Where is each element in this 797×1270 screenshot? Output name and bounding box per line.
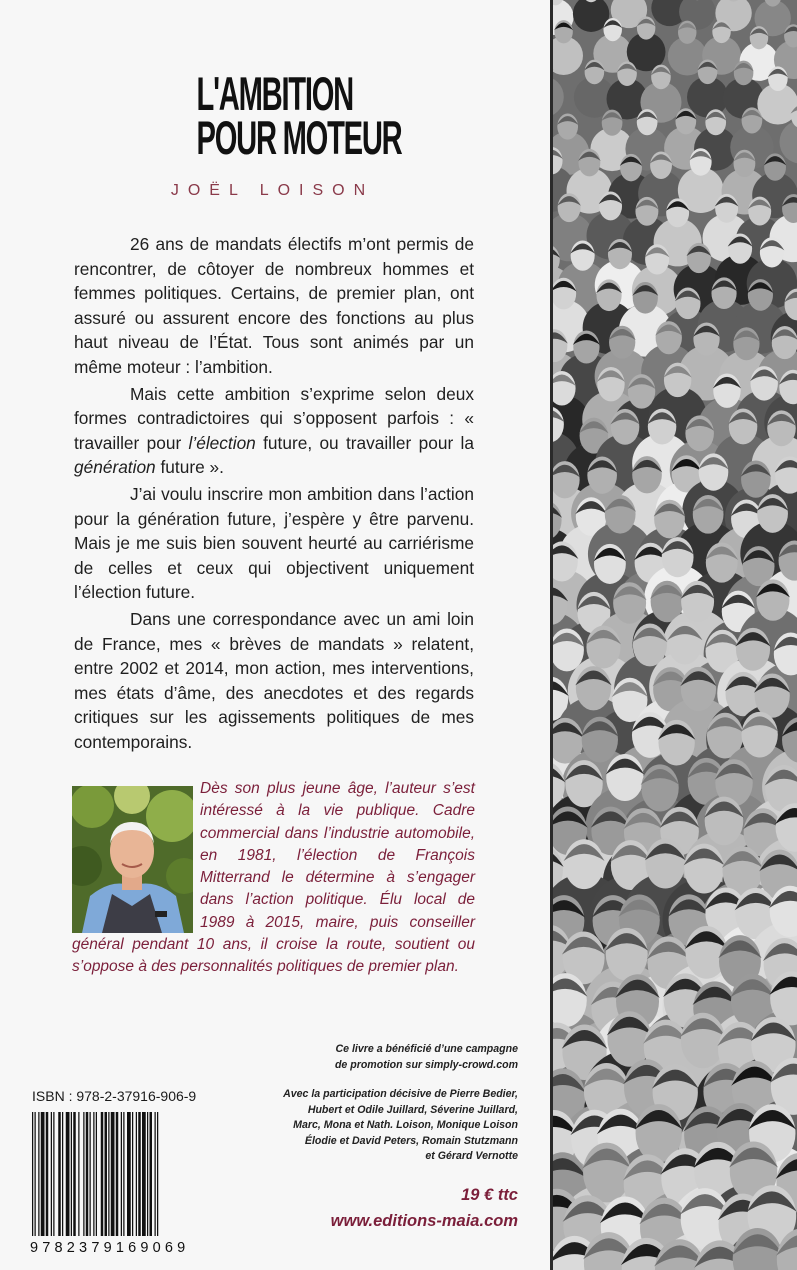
price-label: 19 € ttc	[461, 1186, 518, 1204]
synopsis-paragraph: Mais cette ambition s’exprime selon deux formes contradictoires qui s’opposent parfois : « travailler pour l’élection future, ou travailler pour la génération future ».	[74, 383, 474, 478]
thanks-line: Élodie et David Peters, Romain Stutzmann	[304, 1134, 518, 1147]
promo-line: Ce livre a bénéficié d’une campagne	[335, 1043, 518, 1055]
thanks-line: Marc, Mona et Nath. Loison, Monique Loison	[293, 1119, 518, 1131]
book-title	[196, 67, 402, 164]
barcode	[30, 1112, 200, 1242]
barcode-digits: 9782379169069	[30, 1240, 190, 1256]
promo-note	[280, 1042, 518, 1073]
acknowledgements	[266, 1087, 518, 1165]
synopsis-paragraph: J’ai voulu inscrire mon ambition dans l’action pour la génération future, j’espère y être parvenu. Mais je me suis bien souvent heurté au carriérisme de celles et ceux qui objectivent uniquement l’élection future.	[74, 483, 474, 603]
synopsis-paragraph: Dans une correspondance avec un ami loin de France, mes « brèves de mandats » relatent, entre 2002 et 2014, mon action, mes interventions, mes états d’âme, des anecdotes et des regards critiques sur les agissements politiques de mes contemporains.	[74, 608, 474, 752]
author-portrait	[72, 786, 193, 933]
title-line-2: POUR MOTEUR	[196, 111, 402, 164]
synopsis-text	[74, 232, 474, 756]
thanks-line: et Gérard Vernotte	[425, 1150, 518, 1162]
author-name: JOËL LOISON	[170, 182, 375, 199]
title-line-1: L'AMBITION	[196, 67, 353, 120]
bio-text: Dès son plus jeune âge, l’auteur s’est intéressé à la vie publique. Cadre commercial dans l’industrie automobile, en 1981, l’élection de François Mitterrand le détermine à s’engager dans l’action politique. Élu local de 1989 à 2015, maire, puis conseiller général pendant 10 ans, il croise la route, soutient ou s’oppose à des personnalités politiques de premier plan.	[72, 780, 475, 976]
publisher-website[interactable]: www.editions-maia.com	[330, 1212, 518, 1230]
synopsis-paragraph: 26 ans de mandats électifs m’ont permis de rencontrer, de côtoyer de nombreux hommes et femmes politiques. Certains, de premier plan, ont assuré ou assurent encore des fonctions au plus haut niveau de l’État. Tous sont animés par un même moteur : l’ambition.	[74, 234, 474, 377]
thanks-line: Avec la participation décisive de Pierre Bedier,	[283, 1088, 518, 1100]
isbn-label: ISBN : 978-2-37916-906-9	[32, 1088, 197, 1104]
promo-line: de promotion sur simply-crowd.com	[334, 1058, 518, 1071]
thanks-line: Hubert et Odile Juillard, Séverine Juillard,	[307, 1103, 518, 1116]
crowd-photo	[550, 0, 797, 1270]
